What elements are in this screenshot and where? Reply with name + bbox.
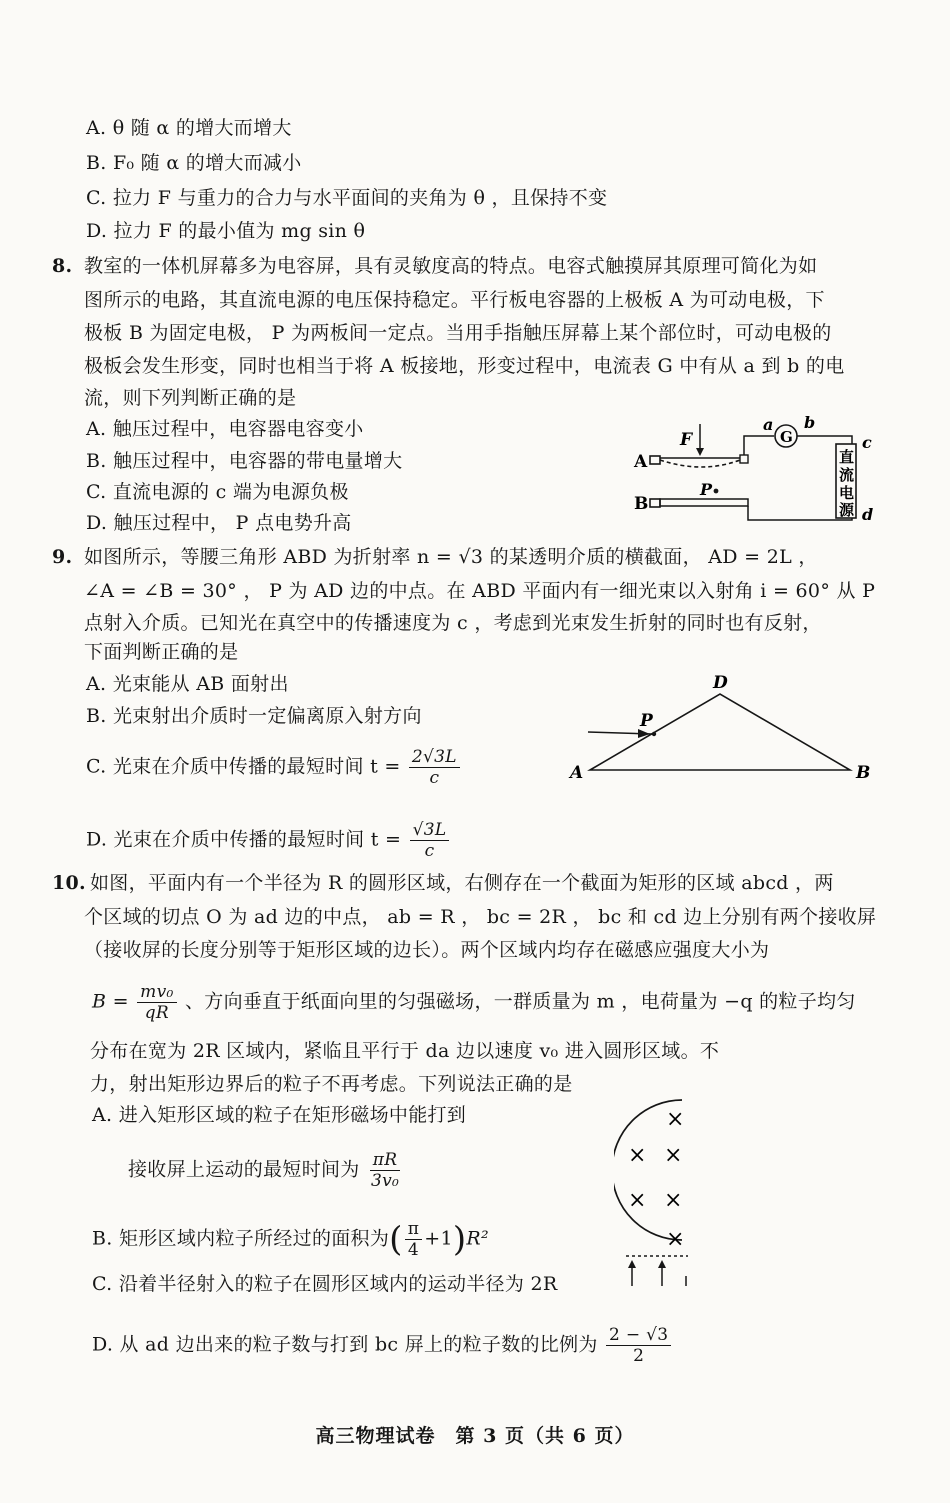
label-plate-b: B — [634, 494, 649, 514]
q10-stem-line: 分布在宽为 2R 区域内，紧临且平行于 da 边以速度 v₀ 进入圆形区域。不 — [90, 1040, 720, 1062]
q9-option-d-text: D. 光束在介质中传播的最短时间 t = — [86, 828, 402, 851]
q8-stem-line: 极板 B 为固定电极， P 为两板间一定点。当用手指触压屏幕上某个部位时，可动电极的 — [84, 322, 832, 344]
q10-stem-line: 力，射出矩形边界后的粒子不再考虑。下列说法正确的是 — [90, 1073, 573, 1095]
label-c: c — [862, 433, 872, 452]
q10-b-symbol: B = — [92, 990, 129, 1013]
q10-option-a-line2 — [128, 1150, 404, 1191]
q9-stem-line: 如图所示，等腰三角形 ABD 为折射率 n = √3 的某透明介质的横截面， AD = 2L ， — [84, 546, 818, 568]
point-p-icon — [714, 489, 719, 494]
label-a: a — [763, 415, 774, 434]
field-cross-icon: × — [664, 1143, 683, 1168]
q9-option-c-text: C. 光束在介质中传播的最短时间 t = — [86, 755, 401, 778]
fraction-denominator: 2 — [633, 1346, 645, 1366]
label-source-char: 流 — [839, 466, 855, 484]
q10-number: 10. — [52, 872, 86, 894]
particle-arrowhead-icon — [628, 1260, 636, 1268]
q8-number: 8. — [52, 255, 73, 277]
label-vertex-d: D — [713, 673, 728, 693]
q10-stem-line: （接收屏的长度分别等于矩形区域的边长）。两个区域内均存在磁感应强度大小为 — [84, 939, 770, 961]
triangle-abd-icon — [590, 694, 850, 770]
field-cross-icon: × — [666, 1227, 685, 1252]
q10-option-d-fraction — [606, 1325, 671, 1366]
field-cross-icon: × — [628, 1188, 647, 1213]
label-vertex-b: B — [856, 763, 871, 783]
q10-stem-line: 如图，平面内有一个半径为 R 的圆形区域，右侧存在一个截面为矩形的区域 abcd ，两 — [90, 872, 834, 894]
q8-circuit-figure — [628, 408, 878, 528]
q7-option-a: A. θ 随 α 的增大而增大 — [86, 117, 292, 139]
label-source-char: 源 — [839, 501, 855, 519]
q8-option-d: D. 触压过程中， P 点电势升高 — [86, 512, 352, 534]
field-cross-icon: × — [666, 1107, 685, 1132]
fraction-numerator: mv₀ — [137, 982, 176, 1003]
q10-field-line — [92, 982, 856, 1023]
q10-option-c: C. 沿着半径射入的粒子在圆形区域内的运动半径为 2R — [92, 1273, 558, 1295]
label-source-char: 直 — [839, 448, 855, 466]
label-point-p: P — [700, 480, 713, 499]
q10-option-b-r2: R² — [466, 1227, 489, 1250]
q7-option-d: D. 拉力 F 的最小值为 mg sin θ — [86, 220, 366, 242]
q9-option-c — [86, 747, 462, 788]
fraction-denominator: 4 — [407, 1240, 420, 1260]
label-vertex-a: A — [570, 763, 584, 783]
q9-stem-line: 点射入介质。已知光在真空中的传播速度为 c ，考虑到光束发生折射的同时也有反射， — [84, 612, 822, 634]
label-plate-a: A — [634, 452, 648, 472]
q10-b-fraction — [137, 982, 176, 1023]
q8-option-b: B. 触压过程中，电容器的带电量增大 — [86, 450, 403, 472]
label-point-p: P — [640, 711, 653, 731]
fraction-numerator: πR — [370, 1150, 401, 1171]
q9-number: 9. — [52, 546, 73, 568]
q10-magnetic-field-figure — [614, 1090, 688, 1290]
fraction-numerator: √3L — [410, 820, 450, 841]
label-d: d — [862, 505, 874, 524]
q9-option-b: B. 光束射出介质时一定偏离原入射方向 — [86, 705, 422, 727]
q10-field-text: 、方向垂直于纸面向里的匀强磁场，一群质量为 m ，电荷量为 −q 的粒子均匀 — [184, 990, 856, 1013]
fraction-denominator: c — [429, 768, 440, 788]
field-cross-icon: × — [628, 1143, 647, 1168]
plate-b-end-icon — [650, 499, 660, 507]
fraction-denominator: 3v₀ — [370, 1171, 400, 1191]
q9-stem-line: ∠A = ∠B = 30° ， P 为 AD 边的中点。在 ABD 平面内有一细光束以入射角 i = 60° 从 P — [84, 580, 876, 602]
q10-option-b: B. 矩形区域内粒子所经过的面积为( $\frac{\pi}{4}$ +1)R² — [92, 1219, 489, 1260]
q10-stem-line: 个区域的切点 O 为 ad 边的中点， ab = R ， bc = 2R ， bc 和 cd 边上分别有两个接收屏 — [84, 906, 877, 928]
q7-option-c: C. 拉力 F 与重力的合力与水平面间的夹角为 θ ，且保持不变 — [86, 187, 608, 209]
field-cross-icon: × — [664, 1188, 683, 1213]
label-b: b — [804, 413, 816, 432]
page-footer: 高三物理试卷 第 3 页（共 6 页） — [315, 1425, 635, 1447]
plate-a-contact-icon — [740, 455, 748, 463]
q10-option-a-text: 接收屏上运动的最短时间为 — [128, 1158, 360, 1181]
wire-top-right — [797, 436, 852, 444]
q10-option-a-fraction — [368, 1150, 402, 1191]
q8-option-a: A. 触压过程中，电容器电容变小 — [86, 418, 364, 440]
label-galvanometer: G — [780, 428, 793, 446]
wire-top-left — [744, 436, 774, 455]
q10-option-b-text: B. 矩形区域内粒子所经过的面积为 — [92, 1227, 390, 1250]
fraction-numerator: π — [405, 1219, 422, 1240]
q9-triangle-figure — [560, 668, 880, 786]
particle-arrowhead-icon — [658, 1260, 666, 1268]
q9-option-a: A. 光束能从 AB 面射出 — [86, 673, 289, 695]
label-force: F — [680, 430, 693, 450]
q8-stem-line: 流，则下列判断正确的是 — [84, 387, 297, 409]
q9-stem-line: 下面判断正确的是 — [84, 641, 239, 663]
q10-option-b-plus: +1 — [424, 1227, 453, 1250]
q9-option-d-fraction — [410, 820, 450, 861]
q10-option-d — [92, 1325, 673, 1366]
plate-a-end-icon — [650, 456, 660, 464]
fraction-denominator: qR — [144, 1003, 170, 1023]
q10-option-b-fraction — [405, 1219, 422, 1260]
q8-stem-line: 图所示的电路，其直流电源的电压保持稳定。平行板电容器的上极板 A 为可动电极，下 — [84, 289, 825, 311]
fraction-numerator: 2√3L — [409, 747, 460, 768]
fraction-denominator: c — [424, 841, 435, 861]
fraction-numerator: 2 − √3 — [606, 1325, 671, 1346]
q8-stem-line: 极板会发生形变，同时也相当于将 A 板接地，形变过程中，电流表 G 中有从 a 到 b 的电 — [84, 355, 845, 377]
plate-b-icon — [660, 499, 748, 506]
plate-a-deformed-icon — [660, 460, 740, 467]
q8-stem-line: 教室的一体机屏幕多为电容屏，具有灵敏度高的特点。电容式触摸屏其原理可简化为如 — [84, 255, 818, 277]
q10-option-a-line1: A. 进入矩形区域的粒子在矩形磁场中能打到 — [92, 1104, 467, 1126]
q10-option-d-text: D. 从 ad 边出来的粒子数与打到 bc 屏上的粒子数的比例为 — [92, 1333, 598, 1356]
point-p-icon — [652, 732, 656, 736]
q8-option-c: C. 直流电源的 c 端为电源负极 — [86, 481, 349, 503]
q9-option-c-fraction — [409, 747, 460, 788]
q9-option-d — [86, 820, 451, 861]
force-arrowhead-icon — [696, 448, 704, 456]
label-source-char: 电 — [839, 484, 855, 502]
q7-option-b: B. F₀ 随 α 的增大而减小 — [86, 152, 302, 174]
